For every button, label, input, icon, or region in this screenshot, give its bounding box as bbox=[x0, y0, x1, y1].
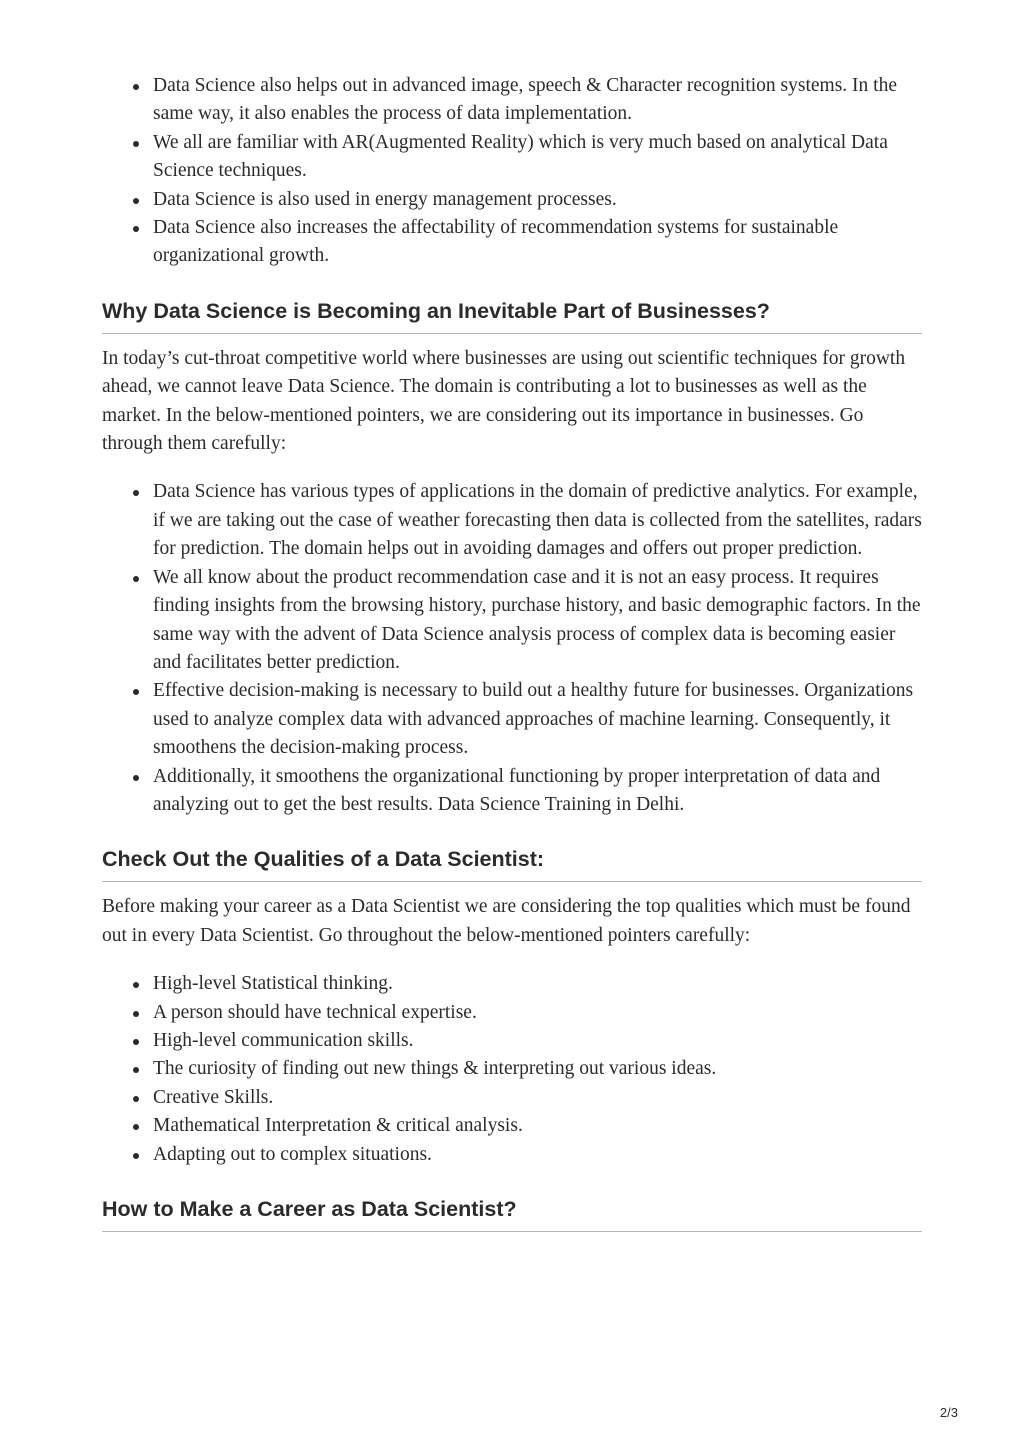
qualities-section-paragraph: Before making your career as a Data Scientist we are considering the top qualities which must be found out in every Data Scientist. Go throughout the below-mentioned pointers carefully: bbox=[102, 896, 911, 946]
list-item: We all know about the product recommendation case and it is not an easy process. It requires finding insights from the browsing history, purchase history, and basic demographic factors. In the same way with the advent of Data Science analysis process of complex data is becoming easier and facilitates better prediction. bbox=[102, 564, 922, 678]
list-item: Data Science also helps out in advanced image, speech & Character recognition systems. In the same way, it also enables the process of data implementation. bbox=[102, 72, 922, 129]
list-item: High-level Statistical thinking. bbox=[102, 970, 922, 998]
why-bullet-list bbox=[102, 478, 922, 819]
why-section-heading: Why Data Science is Becoming an Inevitable Part of Businesses? bbox=[102, 297, 922, 334]
list-item: High-level communication skills. bbox=[102, 1027, 922, 1055]
list-item: Effective decision-making is necessary to build out a healthy future for businesses. Organizations used to analyze complex data with advanced approaches of machine learning. Consequently, it smoothens the decision-making process. bbox=[102, 677, 922, 762]
document-page bbox=[102, 72, 922, 1232]
list-item: Data Science also increases the affectability of recommendation systems for sustainable organizational growth. bbox=[102, 214, 922, 271]
qualities-section-heading: Check Out the Qualities of a Data Scientist: bbox=[102, 845, 922, 882]
page-number: 2/3 bbox=[939, 1405, 958, 1420]
list-item: A person should have technical expertise. bbox=[102, 999, 922, 1027]
list-item: The curiosity of finding out new things & interpreting out various ideas. bbox=[102, 1055, 922, 1083]
why-section-paragraph: In today’s cut-throat competitive world where businesses are using out scientific techniques for growth ahead, we cannot leave Data Science. The domain is contributing a lot to businesses as well as the market. In the below-mentioned pointers, we are considering out its importance in businesses. Go through them carefully: bbox=[102, 347, 906, 455]
list-item: Data Science has various types of applications in the domain of predictive analytics. For example, if we are taking out the case of weather forecasting then data is collected from the satellites, radars for prediction. The domain helps out in avoiding damages and offers out proper prediction. bbox=[102, 478, 922, 563]
list-item: We all are familiar with AR(Augmented Reality) which is very much based on analytical Data Science techniques. bbox=[102, 129, 922, 186]
intro-bullet-list bbox=[102, 72, 922, 271]
list-item: Mathematical Interpretation & critical analysis. bbox=[102, 1112, 922, 1140]
career-section-heading: How to Make a Career as Data Scientist? bbox=[102, 1195, 922, 1232]
list-item: Data Science is also used in energy management processes. bbox=[102, 186, 922, 214]
qualities-bullet-list bbox=[102, 970, 922, 1169]
list-item: Additionally, it smoothens the organizational functioning by proper interpretation of data and analyzing out to get the best results. Data Science Training in Delhi. bbox=[102, 763, 922, 820]
list-item: Creative Skills. bbox=[102, 1084, 922, 1112]
list-item: Adapting out to complex situations. bbox=[102, 1141, 922, 1169]
